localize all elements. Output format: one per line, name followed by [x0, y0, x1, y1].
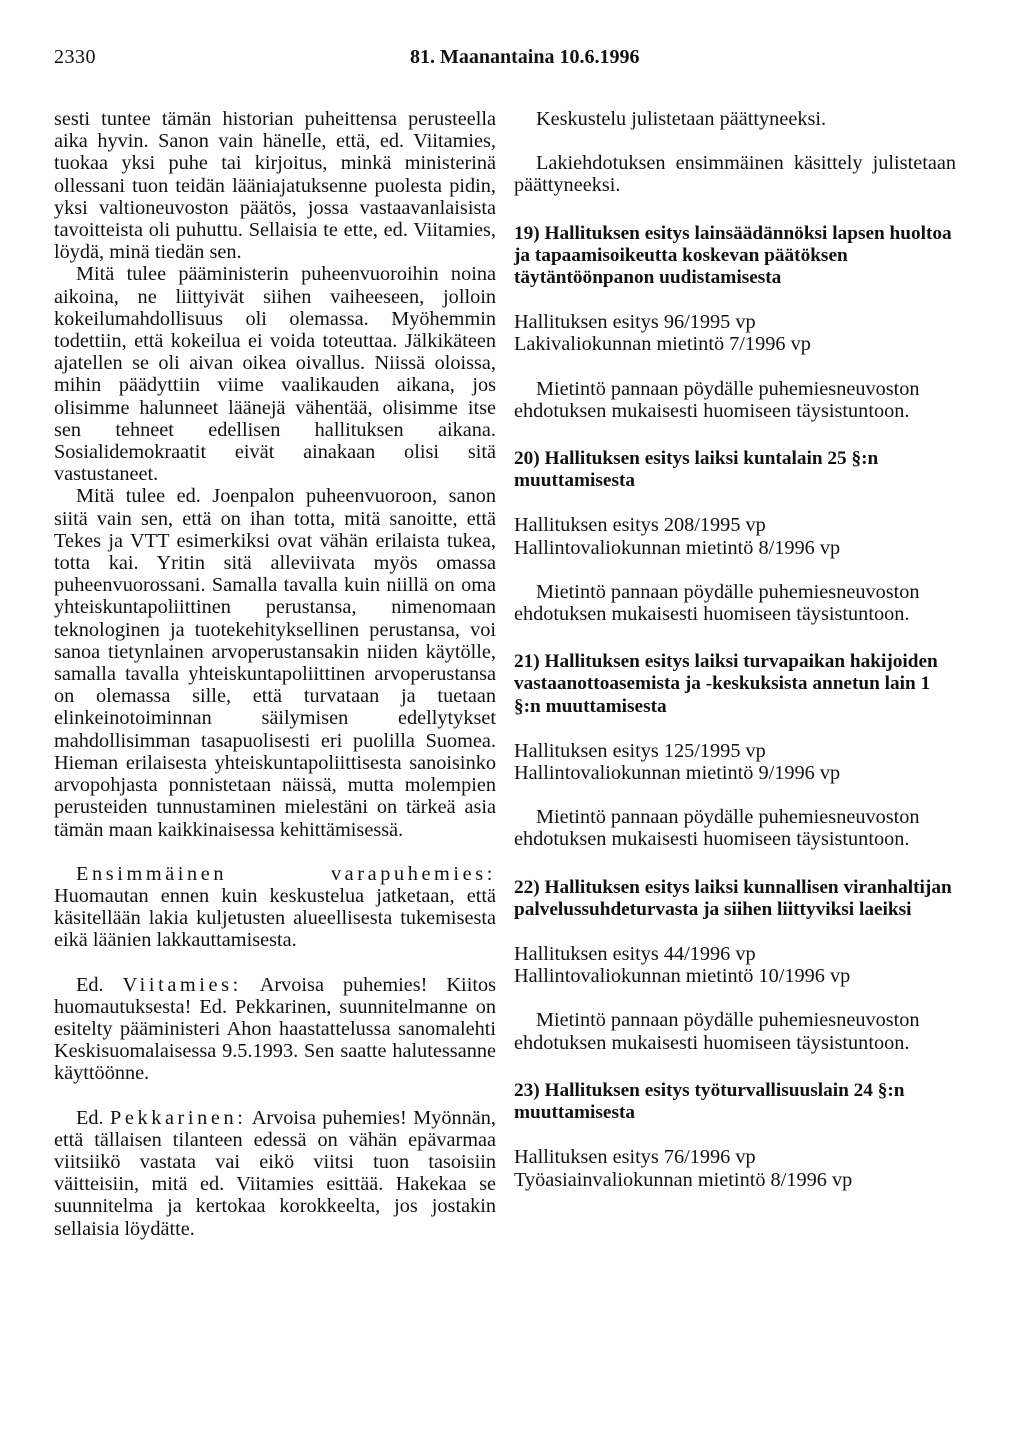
left-column: [54, 108, 496, 1240]
speech-viitamies: [54, 974, 496, 1085]
agenda-item-heading: 23) Hallituksen esitys työturvallisuuslain 24 §:n muuttamisesta: [514, 1079, 905, 1124]
paragraph: Mitä tulee ed. Joenpalon puheenvuoroon, sanon siitä vain sen, että on ihan totta, mitä sanoitte, että Tekes ja VTT esimerkiksi ovat vähän erilaista tukea, totta kai. Yritin sitä alleviivata myös omassa puheenvuorossani. Samalla tavalla kuin niillä on oma yhteiskuntapoliittinen perustansa, nimenomaan teknologinen ja tuotekehityksellinen perustansa, voi sanoa tietynlainen arvoperustansakin niiden käytölle, samalla tavalla yhteiskuntapoliittinen arvoperustansa on olemassa sille, että turvataan ja tuetaan elinkeinotoiminnan säilymisen edellytykset mahdollisimman tasapuolisesti eri puolilla Suomea. Hieman erilaisesta yhteiskuntapoliittisesta sanoisinko arvopohjasta ponnistetaan näissä, mutta molempien perusteiden tunnustaminen mielestäni on tärkeä asia tämän maan kaikkinaisessa kehittämisessä.: [54, 485, 496, 841]
government-proposal-ref: Hallituksen esitys 44/1996 vp: [514, 943, 756, 966]
agenda-decision: Mietintö pannaan pöydälle puhemiesneuvoston ehdotuksen mukaisesti huomiseen täysistuntoon.: [514, 1009, 920, 1054]
page-number: 2330: [54, 46, 96, 68]
speech-text: Huomautan ennen kuin keskustelua jatketaan, että käsitellään lakia kuljetusten alueellisesta tukemisesta eikä läänien lakkauttamisesta.: [54, 884, 496, 952]
agenda-item-heading: 20) Hallituksen esitys laiksi kuntalain 25 §:n muuttamisesta: [514, 448, 879, 492]
paragraph: sesti tuntee tämän historian puheittensa perusteella aika hyvin. Sanon vain hänelle, että, ed. Viitamies, tuokaa yksi puhe tai kirjoitus, minkä ministerinä ollessani tuon teidän lääniajatuksenne puolesta pidin, yksi valtioneuvoston päätös, jossa vastaavanlaisista tavoitteista oli puhuttu. Sellaisia te ette, ed. Viitamies, löydä, minä tiedän sen.: [54, 108, 496, 264]
running-head: 81. Maanantaina 10.6.1996: [410, 46, 640, 68]
committee-report-ref: Hallintovaliokunnan mietintö 10/1996 vp: [514, 965, 851, 988]
agenda-item-20: [514, 448, 956, 625]
agenda-item-22: [514, 877, 956, 1054]
agenda-item-heading: 21) Hallituksen esitys laiksi turvapaikan hakijoiden vastaanottoasemista ja -keskuksista annetun lain 1 §:n muuttamisesta: [514, 651, 938, 717]
committee-report-ref: Työasiainvaliokunnan mietintö 8/1996 vp: [514, 1168, 853, 1191]
speaker-name: Viitamies:: [122, 973, 242, 996]
document-references: [514, 311, 956, 355]
agenda-decision: Mietintö pannaan pöydälle puhemiesneuvoston ehdotuksen mukaisesti huomiseen täysistuntoon.: [514, 580, 920, 626]
speech-text: Arvoisa puhemies! Myönnän, että tällaisen tilanteen edessä on vähän epävarmaa viitsiikö vastata vai eikö viitsi tuon tasoisiin väitteisiin, mitä ed. Viitamies esittää. Hakekaa se suunnitelma ja kertokaa korokkeelta, jos jostakin sellaisia löydätte.: [54, 1106, 496, 1240]
speech-pekkarinen: [54, 1107, 496, 1240]
speaker-name: Ensimmäinen varapuhemies:: [76, 862, 496, 885]
closing-statement: Keskustelu julistetaan päättyneeksi.: [536, 108, 827, 130]
document-references: [514, 740, 956, 784]
speaker-prefix: Ed.: [76, 973, 123, 996]
document-references: [514, 514, 956, 558]
agenda-decision: Mietintö pannaan pöydälle puhemiesneuvoston ehdotuksen mukaisesti huomiseen täysistuntoon.: [514, 377, 920, 422]
agenda-item-19: [514, 223, 956, 422]
speech-first-deputy-speaker: [54, 863, 496, 952]
paragraph: Mitä tulee pääministerin puheenvuoroihin noina aikoina, ne liittyivät siihen vaiheeseen, jolloin kokeilumahdollisuus oli olemassa. Myöhemmin todettiin, että kokeilua ei voida toteuttaa. Jälkikäteen ajatellen se oli aivan oikea oivallus. Niissä oloissa, mihin päädyttiin viime vaalikauden aikana, jos olisimme halunneet läänejä vähentää, olisimme itse sen tehneet edellisen hallituksen aikana. Sosialidemokraatit eivät ainakaan olisi sitä vastustaneet.: [54, 263, 496, 486]
agenda-decision: Mietintö pannaan pöydälle puhemiesneuvoston ehdotuksen mukaisesti huomiseen täysistuntoon.: [514, 806, 920, 851]
committee-report-ref: Hallintovaliokunnan mietintö 8/1996 vp: [514, 536, 841, 559]
agenda-item-23: [514, 1080, 956, 1191]
agenda-item-heading: 19) Hallituksen esitys lainsäädännöksi lapsen huoltoa ja tapaamisoikeutta koskevan päätöksen täytäntöönpanon uudistamisesta: [514, 222, 952, 289]
document-references: [514, 1146, 956, 1190]
government-proposal-ref: Hallituksen esitys 76/1996 vp: [514, 1146, 756, 1169]
document-references: [514, 943, 956, 987]
speaker-name: Pekkarinen:: [109, 1106, 247, 1129]
agenda-item-heading: 22) Hallituksen esitys laiksi kunnallisen viranhaltijan palvelussuhdeturvasta ja siihen liittyviksi laeiksi: [514, 876, 952, 920]
government-proposal-ref: Hallituksen esitys 96/1995 vp: [514, 311, 756, 334]
speech-text: Arvoisa puhemies! Kiitos huomautuksesta! Ed. Pekkarinen, suunnitelmanne on esitelty pääministeri Ahon haastattelussa sanomalehti Keskisuomalaisessa 9.5.1993. Sen saatte halutessanne käyttöönne.: [54, 973, 496, 1085]
government-proposal-ref: Hallituksen esitys 125/1995 vp: [514, 739, 766, 762]
right-column: [514, 108, 956, 1191]
speaker-prefix: Ed.: [76, 1106, 110, 1129]
closing-statement: Lakiehdotuksen ensimmäinen käsittely julistetaan päättyneeksi.: [514, 152, 956, 197]
agenda-item-21: [514, 651, 956, 850]
committee-report-ref: Lakivaliokunnan mietintö 7/1996 vp: [514, 333, 811, 356]
committee-report-ref: Hallintovaliokunnan mietintö 9/1996 vp: [514, 762, 841, 785]
government-proposal-ref: Hallituksen esitys 208/1995 vp: [514, 514, 766, 537]
